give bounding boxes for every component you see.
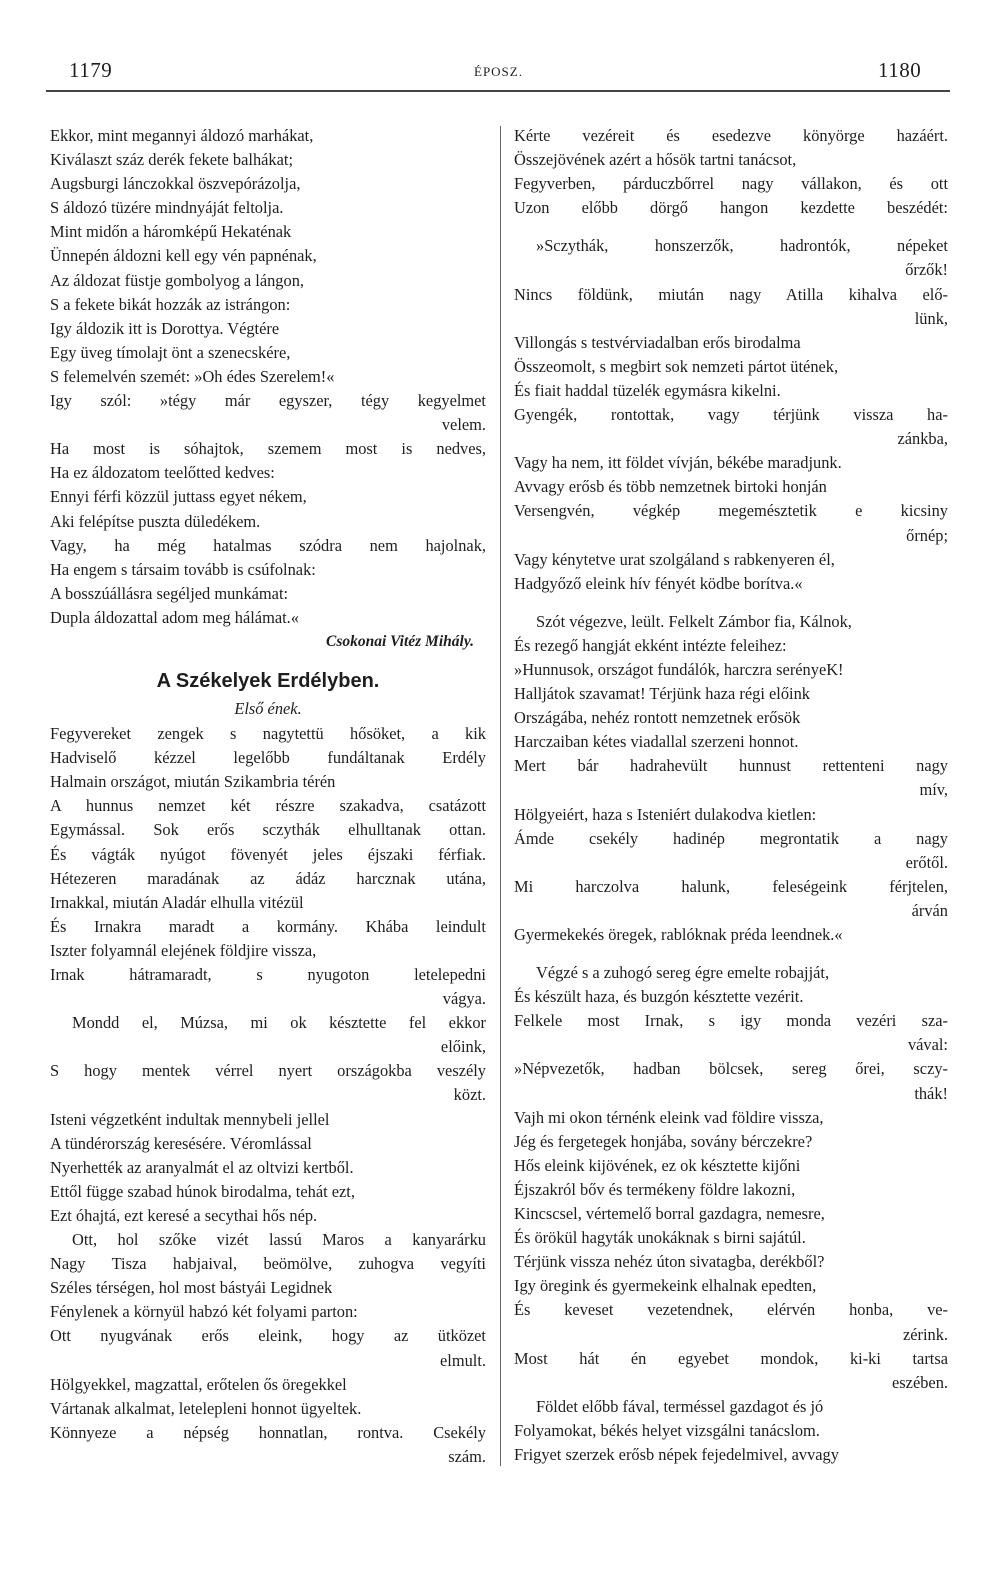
epic-line: Felkele most Irnak, s igy monda vezéri sza- [514, 1011, 948, 1031]
epic-line: »Hunnusok, országot fundálók, harczra serényeK! [514, 659, 844, 679]
poem-line: Igy szól: »tégy már egyszer, tégy kegyelmet [50, 391, 486, 411]
epic-line: Versengvén, végkép megemésztetik e kicsiny [514, 501, 948, 521]
epic-line: Éjszakról bőv és termékeny földre lakozni, [514, 1179, 796, 1199]
epic-line: Isteni végzetként indultak mennybeli jellel [50, 1109, 330, 1129]
epic-line-continuation: szám. [448, 1446, 486, 1466]
poem-line: Aki felépítse puszta düledékem. [50, 511, 261, 531]
poem-ending [50, 124, 486, 654]
epic-line: Ettől függe szabad húnok birodalma, tehát ezt, [50, 1181, 355, 1201]
epic-line-continuation: őrzők! [905, 260, 948, 280]
epic-line: Könnyeze a népség honnatlan, rontva. Csekély [50, 1422, 486, 1442]
epic-line: Ott, hol szőke vizét lassú Maros a kanyarárku [72, 1230, 486, 1250]
poem-line: Igy áldozik itt is Dorottya. Végtére [50, 318, 280, 338]
epic-line: Hölgyeiért, haza s Isteniért dulakodva kietlen: [514, 804, 817, 824]
epic-line: És fiait haddal tüzelék egymásra kikelni. [514, 380, 781, 400]
poem-line: Vagy, ha még hatalmas szódra nem hajolnak, [50, 535, 486, 555]
epic-line: Irnakkal, miután Aladár elhulla vitézül [50, 892, 304, 912]
epic-line: Ezt óhajtá, ezt keresé a secythai hős nép. [50, 1205, 318, 1225]
epic-line: Folyamokat, békés helyet vizsgálni tanácslom. [514, 1420, 820, 1440]
epic-line: Nagy Tisza habjaival, beömölve, zuhogva vegyíti [50, 1254, 486, 1274]
stanza-gap [514, 947, 948, 961]
epic-line: Igy öregink és gyermekeink elhalnak epedten, [514, 1276, 817, 1296]
epic-line-continuation: közt. [453, 1085, 486, 1105]
column-divider [500, 126, 501, 1466]
epic-line-continuation: erőtől. [905, 852, 948, 872]
epic-line-continuation: előink, [440, 1037, 486, 1057]
page-number-right: 1180 [878, 58, 922, 82]
epic-line-continuation: lünk, [914, 308, 948, 328]
poem-line: Dupla áldozattal adom meg hálámat.« [50, 607, 299, 627]
epic-line: Frigyet szerzek erősb népek fejedelmivel, avvagy [514, 1444, 839, 1464]
poem-line: Kiválaszt száz derék fekete balhákat; [50, 150, 293, 170]
epic-line: Vártanak alkalmat, letelepleni honnot ügyeltek. [50, 1398, 362, 1418]
epic-line: Egymással. Sok erős sczythák elhulltanak ottan. [50, 820, 486, 840]
epic-line: Végzé s a zuhogó sereg égre emelte robajját, [536, 963, 830, 983]
epic-line-continuation: thák! [914, 1083, 948, 1103]
epic-line-continuation: mív, [919, 780, 948, 800]
poem-line: Ha most is sóhajtok, szemem most is nedves, [50, 439, 486, 459]
section-subtitle: Első ének. [234, 699, 302, 719]
poem-line: S a fekete bikát hozzák az istrángon: [50, 294, 291, 314]
epic-line: Szót végezve, leült. Felkelt Zámbor fia, Kálnok, [536, 611, 852, 631]
poem-line: Egy üveg tímolajt önt a szenecskére, [50, 342, 291, 362]
page-header [0, 0, 1000, 100]
epic-line: Összeomolt, s megbirt sok nemzeti pártot ütének, [514, 356, 839, 376]
epic-line-continuation: zérink. [902, 1324, 948, 1344]
epic-line: És készült haza, és buzgón késztette vezérit. [514, 987, 804, 1007]
epic-line: Mi harczolva halunk, feleségeink férjtelen, [514, 876, 948, 896]
poem-line: Ekkor, mint megannyi áldozó marhákat, [50, 126, 314, 145]
epic-line: Halljátok szavamat! Térjünk haza régi előink [514, 684, 810, 704]
epic-line: És rezegő hangját ekként intézte feleihez: [514, 635, 787, 655]
poem-line: S felemelvén szemét: »Oh édes Szerelem!« [50, 366, 335, 386]
epic-line: »Népvezetők, hadban bölcsek, sereg őrei, sczy- [514, 1059, 948, 1079]
epic-line-continuation: árván [911, 900, 948, 920]
section-title: A Székelyek Erdélyben. [156, 670, 380, 693]
left-column [50, 124, 486, 1469]
epic-text [50, 722, 486, 1469]
epic-line-continuation: eszében. [892, 1372, 948, 1392]
poem-line: Mint midőn a háromképű Hekaténak [50, 222, 292, 242]
epic-line: És Irnakra maradt a kormány. Khába leindult [50, 916, 486, 936]
epic-line: Halmain országot, miután Szikambria térén [50, 772, 336, 792]
epic-line: Jég és fergetegek honjába, sovány bérczekre? [514, 1131, 813, 1151]
epic-line: És keveset vezetendnek, elérvén honba, ve- [514, 1300, 948, 1320]
epic-line: Avvagy erősb és több nemzetnek birtoki honján [514, 477, 827, 497]
epic-line: Most hát én egyebet mondok, ki-ki tartsa [514, 1348, 948, 1368]
header-rule [46, 90, 950, 92]
author-signature: Csokonai Vitéz Mihály. [326, 632, 474, 650]
poem-line: Ennyi férfi közzül juttass egyet nékem, [50, 487, 307, 507]
epic-line: Földet előbb fával, terméssel gazdagot és jó [536, 1396, 824, 1416]
epic-line-continuation: vágya. [442, 989, 486, 1009]
epic-line: Mondd el, Múzsa, mi ok késztette fel ekkor [72, 1013, 486, 1033]
epic-line: Fénylenek a környül habzó két folyami parton: [50, 1302, 358, 1322]
epic-line: Hős eleink kijövének, ez ok késztette kijőni [514, 1155, 801, 1175]
stanza-gap [514, 220, 948, 234]
poem-line: A bosszúállásra segéljed munkámat: [50, 583, 289, 603]
epic-line: Széles térségen, hol most bástyái Legidnek [50, 1278, 333, 1298]
epic-line: Uzon előbb dörgő hangon kezdette beszédét: [514, 198, 948, 218]
epic-line: Hétezeren maradának az ádáz harcznak utána, [50, 868, 486, 888]
epic-line: Országába, nehéz rontott nemzetnek erősök [514, 708, 801, 728]
epic-line: Ott nyugvának erős eleink, hogy az ütközet [50, 1326, 486, 1346]
epic-line: Fegyvereket zengek s nagytettü hősöket, a kik [50, 724, 486, 744]
page-number-left: 1179 [69, 58, 113, 82]
epic-line-continuation: őrnép; [906, 525, 948, 545]
epic-line: Nincs földünk, miután nagy Atilla kihalva elő- [514, 284, 948, 304]
epic-line-continuation: vával: [907, 1035, 948, 1055]
epic-line: Gyermekekés öregek, rablóknak préda leendnek.« [514, 925, 843, 944]
epic-line: Gyengék, rontottak, vagy térjünk vissza ha- [514, 405, 948, 425]
running-title: ÉPOSZ. [474, 64, 523, 79]
epic-line: Vagy kénytetve urat szolgáland s rabkenyeren él, [514, 549, 835, 569]
poem-line: Augsburgi lánczokkal öszvepórázolja, [50, 174, 301, 194]
epic-line: Kérte vezéreit és esedezve könyörge hazáért. [514, 126, 948, 145]
epic-line: Kincscsel, vértemelő borral gazdagra, nemesre, [514, 1204, 825, 1224]
epic-line: Vajh mi okon térnénk eleink vad földire vissza, [514, 1107, 824, 1127]
epic-line: Hadgyőző eleink hív fényét ködbe borítva.« [514, 573, 803, 593]
epic-line: És örökül hagyták unokáknak s birni sajátúl. [514, 1228, 806, 1248]
epic-line: A hunnus nemzet két részre szakadva, csatázott [50, 796, 486, 816]
epic-line-continuation: zánkba, [897, 429, 948, 449]
right-column [514, 124, 948, 1467]
epic-line: Hölgyekkel, magzattal, erőtelen ős öregekkel [50, 1374, 347, 1394]
epic-line: Mert bár hadrahevült hunnust rettenteni nagy [514, 756, 948, 776]
epic-line: Harczaiban kétes viadallal szerzeni honnot. [514, 732, 799, 752]
epic-line: Fegyverben, párduczbőrrel nagy vállakon, és ott [514, 174, 948, 194]
poem-line: Az áldozat füstje gombolyog a lángon, [50, 270, 304, 290]
poem-line: Ünnepén áldozni kell egy vén papnénak, [50, 246, 317, 266]
poem-line: Ha engem s társaim tovább is csúfolnak: [50, 559, 316, 579]
stanza-gap [514, 596, 948, 610]
epic-line: A tündérország keresésére. Véromlással [50, 1133, 312, 1153]
epic-line: Villongás s testvérviadalban erős birodalma [514, 332, 801, 352]
epic-line: Vagy ha nem, itt földet vívján, békébe maradjunk. [514, 453, 842, 473]
epic-line: Térjünk vissza nehéz úton sivatagba, derékből? [514, 1252, 825, 1272]
epic-line: Ámde csekély hadinép megrontatik a nagy [514, 828, 948, 848]
epic-line: Iszter folyamnál elejének földjire vissza, [50, 940, 317, 960]
epic-line: És vágták nyúgot fövenyét jeles éjszaki férfiak. [50, 844, 486, 864]
epic-line: Hadviselő kézzel legelőbb fundáltanak Erdély [50, 748, 486, 768]
epic-line: Nyerhették az aranyalmát el az oltvizi kertből. [50, 1157, 354, 1177]
epic-line: »Sczythák, honszerzők, hadrontók, népeket [536, 236, 948, 256]
poem-line: S áldozó tüzére mindnyáját feltolja. [50, 198, 284, 218]
epic-line: S hogy mentek vérrel nyert országokba veszély [50, 1061, 486, 1081]
epic-line: Összejövének azért a hősök tartni tanácsot, [514, 150, 797, 170]
poem-line-continuation: velem. [441, 415, 486, 435]
poem-line: Ha ez áldozatom teelőtted kedves: [50, 463, 275, 483]
epic-line-continuation: elmult. [440, 1350, 486, 1370]
epic-line: Irnak hátramaradt, s nyugoton letelepedni [50, 965, 486, 984]
